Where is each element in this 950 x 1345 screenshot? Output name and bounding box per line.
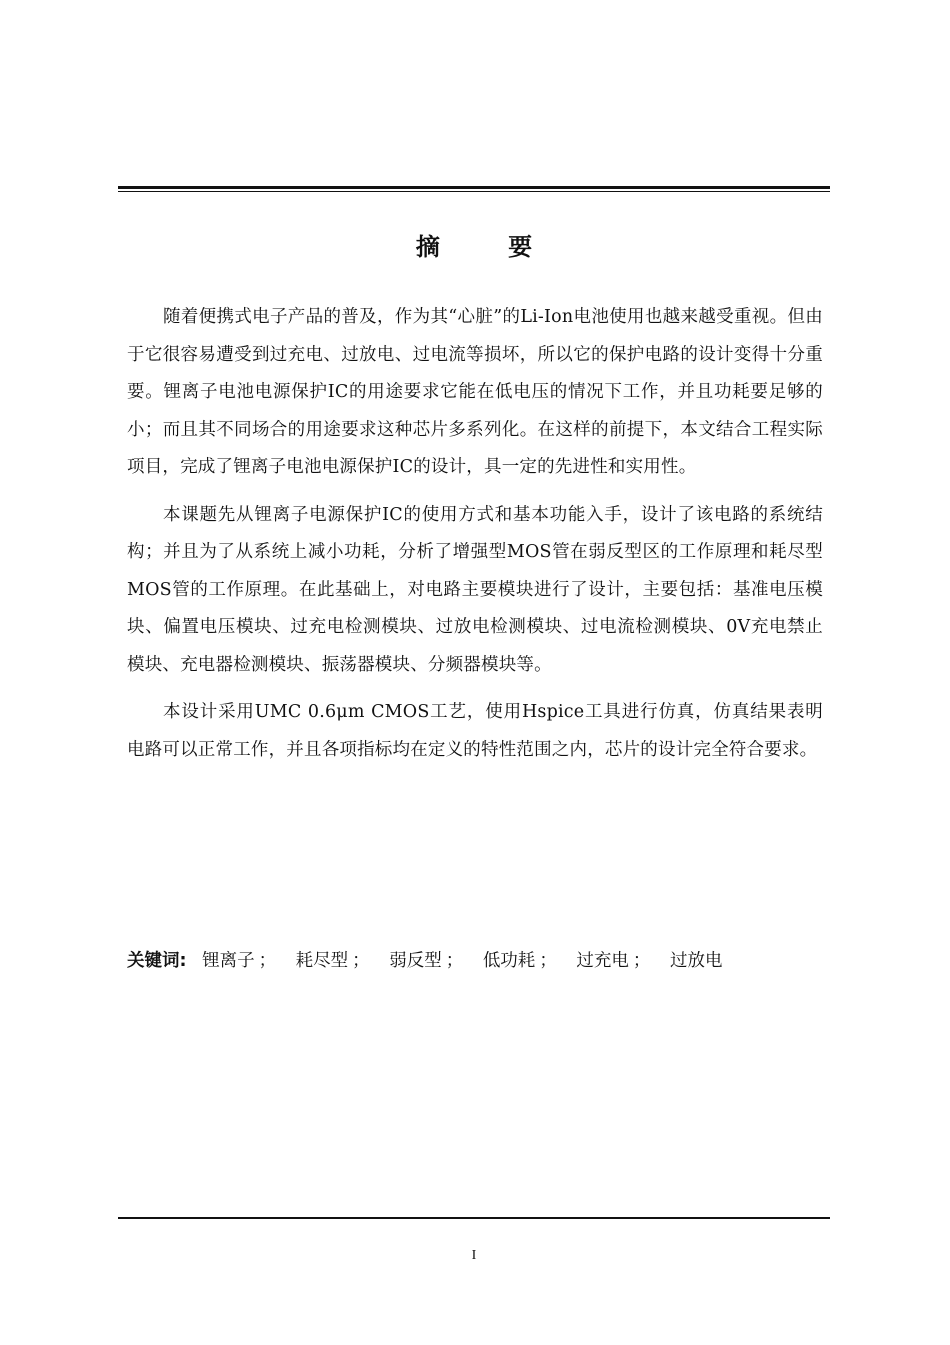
keyword-5: 过充电 [576,951,629,971]
keyword-1: 锂离子 [202,951,255,971]
abstract-paragraph-2: 本课题先从锂离子电源保护IC的使用方式和基本功能入手，设计了该电路的系统结构；并且为了从系统上减小功耗，分析了增强型MOS管在弱反型区的工作原理和耗尽型MOS管的工作原理。在此基础上，对电路主要模块进行了设计，主要包括：基准电压模块、偏置电压模块、过充电检测模块、过放电检测模块、过电流检测模块、0V充电禁止模块、充电器检测模块、振荡器模块、分频器模块等。 [127,504,823,675]
keyword-separator: ； [445,951,464,971]
keywords-line [127,944,823,978]
keyword-separator: ； [632,951,651,971]
page-number: I [471,1248,477,1263]
abstract-body [127,299,823,779]
keyword-separator: ； [258,951,277,971]
abstract-paragraph-1: 随着便携式电子产品的普及，作为其“心脏”的Li-Ion电池使用也越来越受重视。但由于它很容易遭受到过充电、过放电、过电流等损坏，所以它的保护电路的设计变得十分重要。锂离子电池电源保护IC的用途要求它能在低电压的情况下工作，并且功耗要足够的小；而且其不同场合的用途要求这种芯片多系列化。在这样的前提下，本文结合工程实际项目，完成了锂离子电池电源保护IC的设计，具一定的先进性和实用性。 [127,307,823,477]
keyword-separator: ； [352,951,370,971]
keyword-separator: ； [539,951,557,971]
keyword-6: 过放电 [669,951,723,971]
abstract-title: 摘 要 [415,233,563,261]
keywords-label: 关键词: [127,951,187,971]
footer-rule [118,1217,830,1219]
abstract-paragraph-3: 本设计采用UMC 0.6μm CMOS工艺，使用Hspice工具进行仿真，仿真结果表明电路可以正常工作，并且各项指标均在定义的特性范围之内，芯片的设计完全符合要求。 [127,702,823,760]
keyword-4: 低功耗 [482,951,536,971]
header-rule-thin [118,191,830,192]
keyword-2: 耗尽型 [295,951,349,971]
header-rule [118,186,830,192]
keyword-3: 弱反型 [389,951,442,971]
header-rule-thick [118,186,830,189]
